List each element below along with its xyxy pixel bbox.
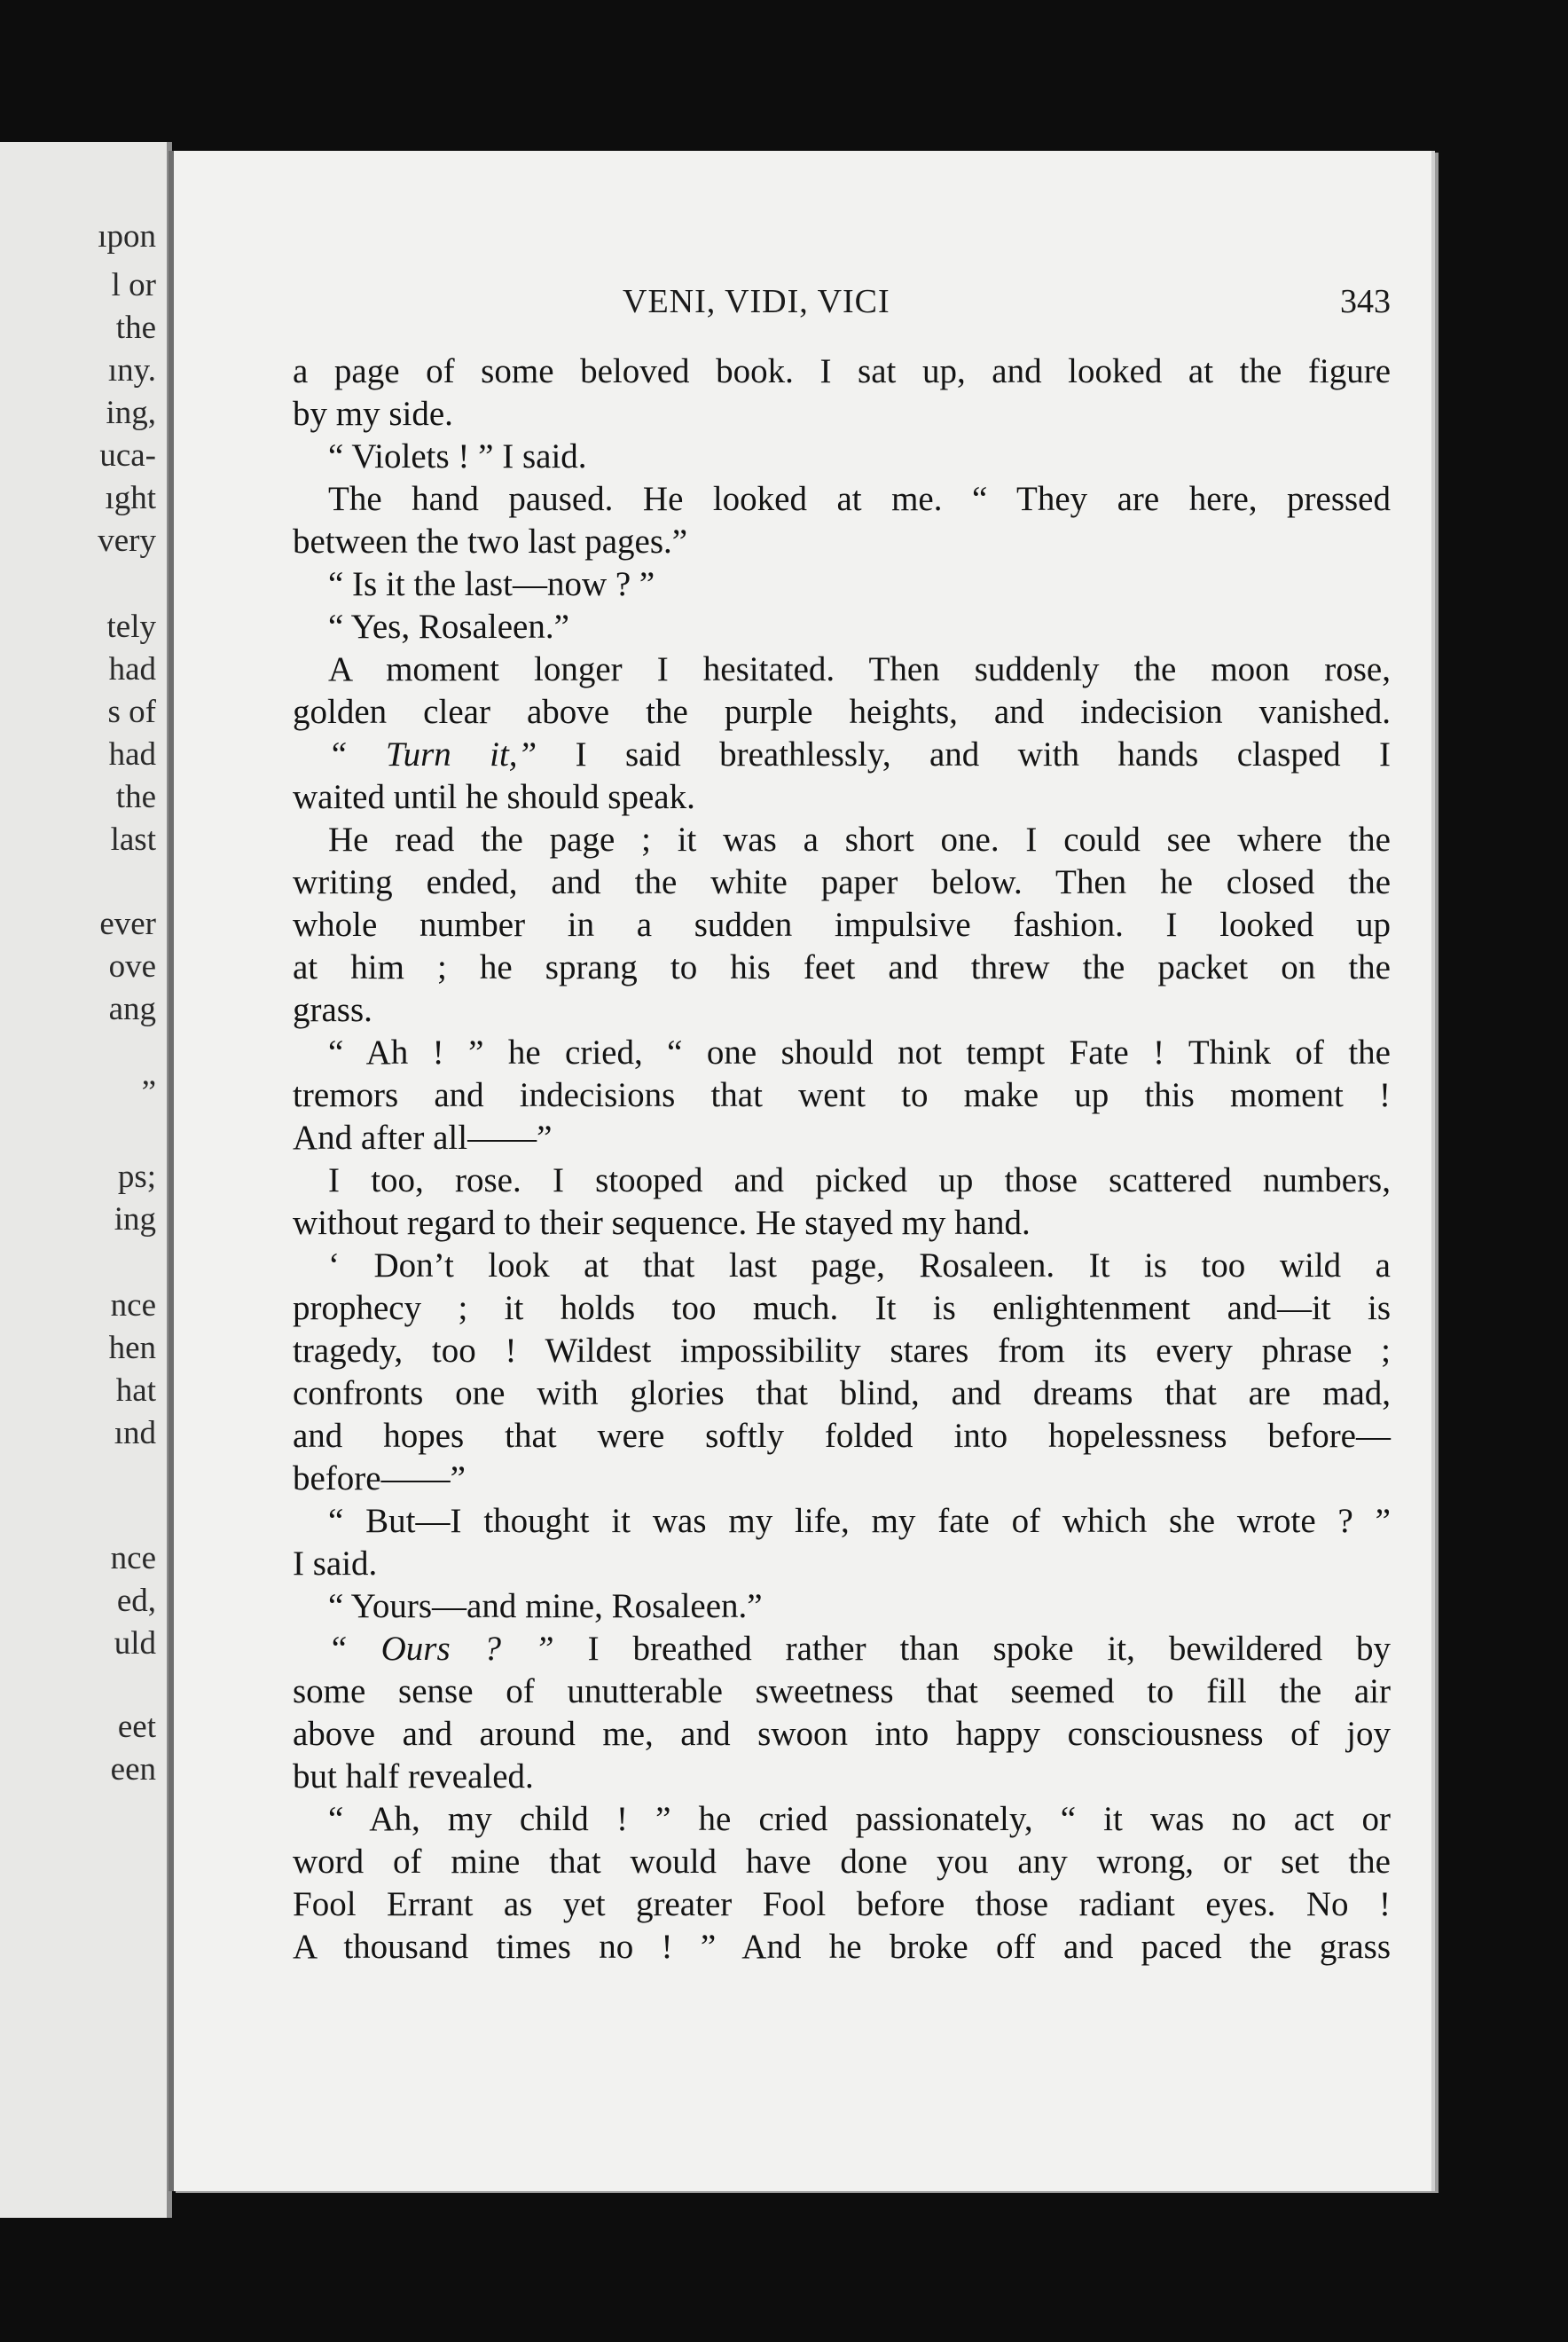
left-page-fragment: ”: [141, 1074, 156, 1111]
text-line: The hand paused. He looked at me. “ They are here, pressed: [328, 480, 1391, 518]
left-page-fragment: nce: [110, 1287, 156, 1324]
text-line: confronts one with glories that blind, and dreams that are mad,: [293, 1374, 1391, 1412]
text-line: tragedy, too ! Wildest impossibility stares from its every phrase ;: [293, 1332, 1391, 1370]
text-line: tremors and indecisions that went to make up this moment !: [293, 1076, 1391, 1114]
text-line-rest: I said breathlessly, and with hands clasped I: [575, 735, 1391, 774]
left-page-fragment: tely: [106, 609, 156, 645]
left-page-fragment: last: [110, 821, 156, 858]
italic-phrase: “ Turn it,”: [328, 735, 537, 774]
left-page-fragment: uca-: [99, 437, 156, 474]
text-line: some sense of unutterable sweetness that seemed to fill the air: [293, 1672, 1391, 1710]
book-page: [169, 151, 1431, 2191]
text-line: ‘ Don’t look at that last page, Rosaleen. It is too wild a: [328, 1246, 1391, 1285]
body-text: [293, 350, 1391, 1969]
text-line: [293, 734, 1391, 776]
left-page-fragment: the: [115, 779, 156, 815]
text-line: before——”: [293, 1459, 466, 1497]
text-line: Fool Errant as yet greater Fool before those radiant eyes. No !: [293, 1885, 1391, 1923]
left-page-fragment: very: [98, 523, 156, 559]
text-line: waited until he should speak.: [293, 778, 695, 816]
text-line: word of mine that would have done you any wrong, or set the: [293, 1843, 1391, 1881]
text-line: A moment longer I hesitated. Then suddenly the moon rose,: [328, 650, 1391, 688]
left-page-fragment: ang: [108, 991, 156, 1027]
text-line: a page of some beloved book. I sat up, and looked at the figure: [293, 352, 1391, 390]
text-line: but half revealed.: [293, 1757, 534, 1796]
left-page-fragment: ove: [108, 948, 156, 985]
text-line: “ Yes, Rosaleen.”: [328, 608, 569, 646]
running-head-title: VENI, VIDI, VICI: [623, 283, 890, 320]
left-page-fragment: eet: [117, 1709, 156, 1745]
text-line: between the two last pages.”: [293, 523, 688, 561]
left-page-fragment: ing,: [106, 395, 156, 431]
text-line: And after all——”: [293, 1119, 553, 1157]
text-line: “ Is it the last—now ? ”: [328, 565, 655, 603]
left-page-fragment: ıny.: [107, 352, 156, 389]
left-page-fragment: uld: [114, 1625, 156, 1662]
text-line: at him ; he sprang to his feet and threw the packet on the: [293, 948, 1391, 986]
left-page-fragment: ing: [114, 1201, 156, 1238]
left-page-fragment: ed,: [116, 1583, 156, 1619]
left-page-fragment: had: [108, 736, 156, 773]
text-line: grass.: [293, 991, 372, 1029]
left-page-fragment: ıpon: [98, 218, 156, 255]
text-line: above and around me, and swoon into happy consciousness of joy: [293, 1715, 1391, 1753]
text-line: without regard to their sequence. He stayed my hand.: [293, 1204, 1031, 1242]
left-page-fragment: hen: [108, 1330, 156, 1366]
text-line: golden clear above the purple heights, and indecision vanished.: [293, 693, 1391, 731]
text-line-rest: I breathed rather than spoke it, bewildered by: [587, 1630, 1391, 1668]
left-page-fragment: hat: [115, 1372, 156, 1409]
text-line: “ Yours—and mine, Rosaleen.”: [328, 1587, 763, 1625]
left-page-fragment: had: [108, 651, 156, 688]
facing-page-fragment: [0, 142, 172, 2218]
text-line: writing ended, and the white paper below. Then he closed the: [293, 863, 1391, 901]
text-line: by my side.: [293, 395, 453, 433]
text-line: [293, 1628, 1391, 1670]
text-line: “ Violets ! ” I said.: [328, 437, 587, 475]
text-line: A thousand times no ! ” And he broke off and paced the grass: [293, 1928, 1391, 1966]
left-page-fragment: l or: [111, 267, 156, 303]
left-page-fragment: ıght: [105, 480, 156, 516]
italic-phrase: “ Ours ? ”: [328, 1630, 554, 1668]
text-line: prophecy ; it holds too much. It is enlightenment and—it is: [293, 1289, 1391, 1327]
left-page-fragment: ever: [99, 906, 156, 942]
page-number: 343: [1340, 283, 1391, 320]
left-page-fragment: nce: [110, 1540, 156, 1576]
text-line: I said.: [293, 1544, 378, 1583]
text-line: “ Ah, my child ! ” he cried passionately, “ it was no act or: [328, 1800, 1391, 1838]
text-line: “ But—I thought it was my life, my fate of which she wrote ? ”: [328, 1502, 1391, 1540]
left-page-fragment: ps;: [117, 1159, 156, 1195]
left-page-fragment: s of: [107, 694, 156, 730]
text-line: and hopes that were softly folded into hopelessness before—: [293, 1417, 1391, 1455]
text-line: whole number in a sudden impulsive fashion. I looked up: [293, 906, 1391, 944]
text-line: He read the page ; it was a short one. I could see where the: [328, 821, 1391, 859]
left-page-fragment: een: [110, 1751, 156, 1788]
left-page-fragment: the: [115, 310, 156, 346]
text-line: “ Ah ! ” he cried, “ one should not tempt Fate ! Think of the: [328, 1033, 1391, 1072]
text-line: I too, rose. I stooped and picked up those scattered numbers,: [328, 1161, 1391, 1199]
left-page-fragment: ınd: [114, 1415, 156, 1451]
